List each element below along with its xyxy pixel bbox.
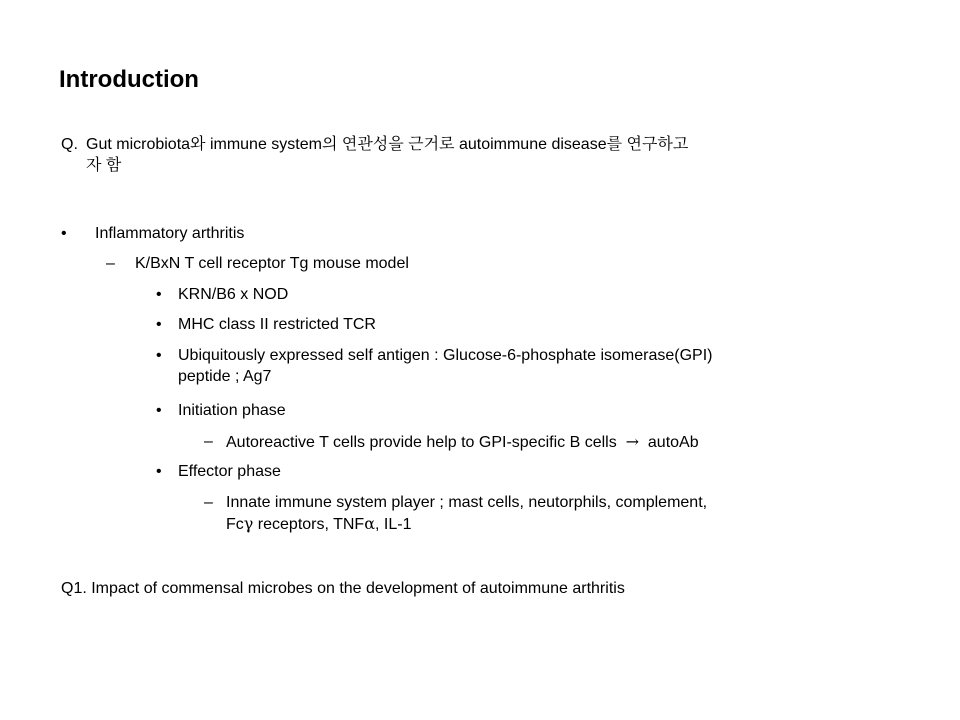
bullet-marker: • (156, 463, 162, 480)
receptors-text: receptors, TNF (253, 516, 365, 533)
question-text-line1: Gut microbiota와 immune system의 연관성을 근거로 autoimmune disease를 연구하고 (86, 136, 689, 153)
bullet-marker: • (156, 402, 162, 419)
question-1: Q1. Impact of commensal microbes on the development of autoimmune arthritis (61, 580, 625, 597)
bullet-mhc-text: MHC class II restricted TCR (178, 316, 376, 333)
alpha-symbol: α (364, 514, 375, 533)
bullet-innate-line2 (226, 513, 411, 535)
bullet-marker: • (156, 316, 162, 333)
dash-marker: – (204, 433, 213, 450)
bullet-marker: • (156, 347, 162, 364)
question-text (61, 134, 911, 176)
bullet-innate-line1: Innate immune system player ; mast cells, neutorphils, complement, (226, 494, 708, 511)
bullet-marker: • (61, 225, 67, 242)
question-block (61, 134, 911, 176)
arrow-right-icon: → (625, 432, 639, 451)
gamma-symbol: γ (243, 514, 254, 533)
dash-marker: – (106, 255, 115, 272)
bullet-krn-text: KRN/B6 x NOD (178, 286, 289, 303)
bullet-ubiquitous-line1: Ubiquitously expressed self antigen : Glucose-6-phosphate isomerase(GPI) (178, 347, 713, 364)
bullet-inflammatory-text: Inflammatory arthritis (95, 225, 245, 242)
slide-title: Introduction (59, 66, 199, 93)
dash-marker: – (204, 494, 213, 511)
bullet-model-text: K/BxN T cell receptor Tg mouse model (135, 255, 409, 272)
bullet-marker: • (156, 286, 162, 303)
il1-text: , IL-1 (375, 516, 412, 533)
bullet-effector-text: Effector phase (178, 463, 281, 480)
question-prefix: Q. (61, 136, 78, 153)
bullet-ubiquitous-line2: peptide ; Ag7 (178, 368, 272, 385)
bullet-initiation-text: Initiation phase (178, 402, 286, 419)
fc-text: Fc (226, 516, 244, 533)
bullet-autoreactive-text (226, 431, 699, 453)
autoab-text: autoAb (647, 434, 699, 451)
autoreactive-text: Autoreactive T cells provide help to GPI-specific B cells (226, 434, 617, 451)
question-text-line2: 자 함 (86, 157, 122, 174)
